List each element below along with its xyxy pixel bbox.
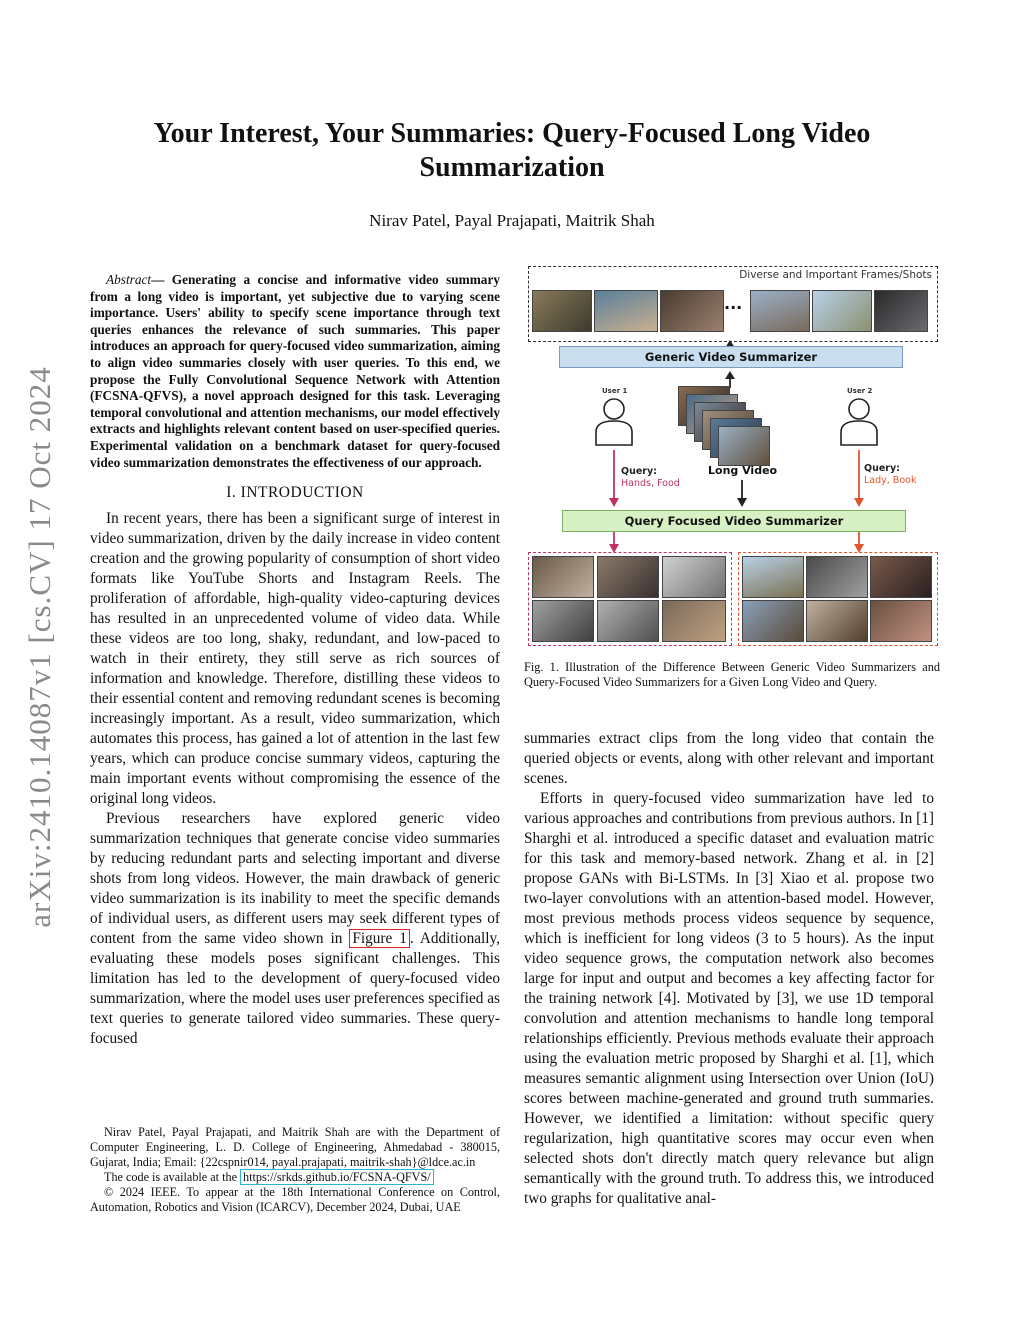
query-user2 <box>864 463 916 487</box>
qf-user2-frame-1 <box>742 556 804 598</box>
paper-authors: Nirav Patel, Payal Prajapati, Maitrik Shah <box>369 211 655 230</box>
user2-label: User 2 <box>847 387 873 395</box>
long-video-label: Long Video <box>708 464 778 477</box>
abstract-label: Abstract <box>106 272 152 287</box>
query-user1-value: Hands, Food <box>621 478 680 489</box>
figure-1-caption: Fig. 1. Illustration of the Difference Between Generic Video Summarizers and Query-Focused Video Summarizers for a Given Long Video and Query. <box>524 660 940 689</box>
frames-ellipsis: ... <box>724 294 743 313</box>
figure-1 <box>524 264 940 644</box>
code-url-link[interactable]: https://srkds.github.io/FCSNA-QFVS/ <box>240 1169 434 1185</box>
intro-paragraph-2-continued: summaries extract clips from the long video that contain the queried objects or events, along with other relevant and important scenes. <box>524 730 934 787</box>
footnote-affiliation: Nirav Patel, Payal Prajapati, and Maitrik Shah are with the Department of Computer Engineering, L. D. College of Engineering, Ahmedabad - 380015, Gujarat, India; Email: {22cspnir014, payal.prajapati, maitrik-shah}@ldce.ac.in <box>90 1125 500 1169</box>
qf-user1-frame-1 <box>532 556 594 598</box>
intro-paragraph-2 <box>90 809 500 1049</box>
arrow-user1-head <box>609 498 619 507</box>
user1-icon <box>596 399 632 445</box>
generic-summarizer-block: Generic Video Summarizer <box>559 346 903 368</box>
intro-paragraph-2-a: Previous researchers have explored generic video summarization techniques that generate concise video summaries by reducing redundant parts and selecting important and diverse shots from long videos. However, the main drawback of generic video summarization is its inability to meet the specific demands of individual users, as different users may seek different types of content from the same video shown in <box>90 810 500 948</box>
footnote-copyright: © 2024 IEEE. To appear at the 18th International Conference on Control, Automation, Robotics and Vision (ICARCV), December 2024, Dubai, UAE <box>90 1185 500 1214</box>
query-user2-label: Query: <box>864 463 900 474</box>
qf-user2-frame-6 <box>870 600 932 642</box>
arxiv-identifier: arXiv:2410.14087v1 [cs.CV] 17 Oct 2024 <box>22 366 57 928</box>
qf-user2-frame-4 <box>742 600 804 642</box>
user2-icon <box>841 399 877 445</box>
qf-output-user1 <box>528 552 732 646</box>
right-column <box>524 729 934 1209</box>
footnote-code <box>90 1170 500 1185</box>
qf-user2-frame-5 <box>806 600 868 642</box>
arrow-video-to-generic-head <box>725 371 735 379</box>
qf-user2-frame-2 <box>806 556 868 598</box>
user1-label: User 1 <box>602 387 628 395</box>
figure-1-link[interactable]: Figure 1 <box>349 929 410 948</box>
qf-output-user2 <box>738 552 938 646</box>
diverse-frames-label: Diverse and Important Frames/Shots <box>739 269 932 281</box>
section-heading-introduction: I. INTRODUCTION <box>226 484 364 502</box>
paper-title: Your Interest, Your Summaries: Query-Focused Long Video Summarization <box>153 118 871 183</box>
arrow-user2-head <box>854 498 864 507</box>
qf-user1-frame-5 <box>597 600 659 642</box>
left-column <box>90 272 500 1049</box>
long-video-frame-6 <box>718 426 770 466</box>
footnote <box>90 1125 500 1215</box>
footnote-code-prefix: The code is available at the <box>104 1170 237 1184</box>
intro-paragraph-1: In recent years, there has been a significant surge of interest in video summarization, driven by the daily increase in video content creation and the growing popularity of consumption of short video formats like YouTube Shorts and Instagram Reels. The proliferation of affordable, high-quality video-capturing devices has resulted in an unprecedented volume of video data. While these videos are too long, shaky, redundant, and low-paced to watch in their entirety, they still serve as rich sources of information and knowledge. Therefore, distilling these videos to their essential content and removing redundant scenes is becoming increasingly important. As a result, video summarization, which automates this process, has gained a lot of attention in the last few years, which can produce concise summary videos, capturing the main important events without compromising the essence of the original long videos. <box>90 510 500 808</box>
query-user1 <box>621 466 680 490</box>
qf-summarizer-block: Query Focused Video Summarizer <box>562 510 906 532</box>
intro-paragraph-2-b: . Additionally, evaluating these models poses significant challenges. This limitation has led to the development of query-focused video summarization, where the model uses user preferences specified as text queries to generate tailored video summaries. These query-focused <box>90 930 500 1048</box>
qf-user2-frame-3 <box>870 556 932 598</box>
abstract-text: Generating a concise and informative video summary from a long video is important, yet subjective due to varying scene importance. Users' ability to specify scene importance through text queries enhances the relevance of such summaries. This paper introduces an approach for query-focused video summarization, aiming to align video summaries closely with user queries. To this end, we propose the Fully Convolutional Sequence Network with Attention (FCSNA-QFVS), a novel approach designed for this task. Leveraging temporal convolutional and attention mechanisms, our model effectively extracts and highlights relevant content based on user-specified queries. Experimental validation on a benchmark dataset for query-focused video summarization demonstrates the effectiveness of our approach. <box>90 272 500 470</box>
qf-user1-frame-4 <box>532 600 594 642</box>
qf-user1-frame-2 <box>597 556 659 598</box>
query-user1-label: Query: <box>621 466 657 477</box>
abstract: Abstract— Generating a concise and informative video summary from a long video is important, yet subjective due to varying scene importance. Users' ability to specify scene importance through text queries enhances the relevance of such summaries. This paper introduces an approach for query-focused video summarization, aiming to align video summaries closely with user queries. To this end, we propose the Fully Convolutional Sequence Network with Attention (FCSNA-QFVS), a novel approach designed for this task. Leveraging temporal convolutional and attention mechanisms, our model effectively extracts and highlights relevant content based on user-specified queries. Experimental validation on a benchmark dataset for query-focused video summarization demonstrates the effectiveness of our approach. <box>90 272 500 470</box>
intro-paragraph-3: Efforts in query-focused video summarization have led to various approaches and contributions from previous authors. In [1] Sharghi et al. introduced a specific dataset and evaluation matric for this task and memory-based network. Zhang et al. in [2] propose GANs with Bi-LSTMs. In [3] Xiao et al. propose two two-layer convolutions with an attention-based model. However, most previous methods process videos sequence by sequence, which is inefficient for long videos (3 to 5 hours). As the input video sequence grows, the computation network also becomes large for input and output and becomes a key affecting factor for the training network [4]. Motivated by [3], we use 1D temporal convolution and attention mechanisms to handle long temporal relationships efficiently. Previous methods evaluate their approach using the evaluation metric proposed by Sharghi et al. [1], which measures semantic alignment using Intersection over Union (IoU) scores between machine-generated and ground truth summaries. However, we identified a limitation: without specific query regularization, high quantitative scores may occur even when selected shots don't directly match query relevance but align semantically with the ground truth. To address this, we introduced two graphs for qualitative anal- <box>524 790 934 1207</box>
arrow-long-video-head <box>737 498 747 507</box>
query-user2-value: Lady, Book <box>864 475 917 486</box>
qf-user1-frame-6 <box>662 600 726 642</box>
qf-user1-frame-3 <box>662 556 726 598</box>
